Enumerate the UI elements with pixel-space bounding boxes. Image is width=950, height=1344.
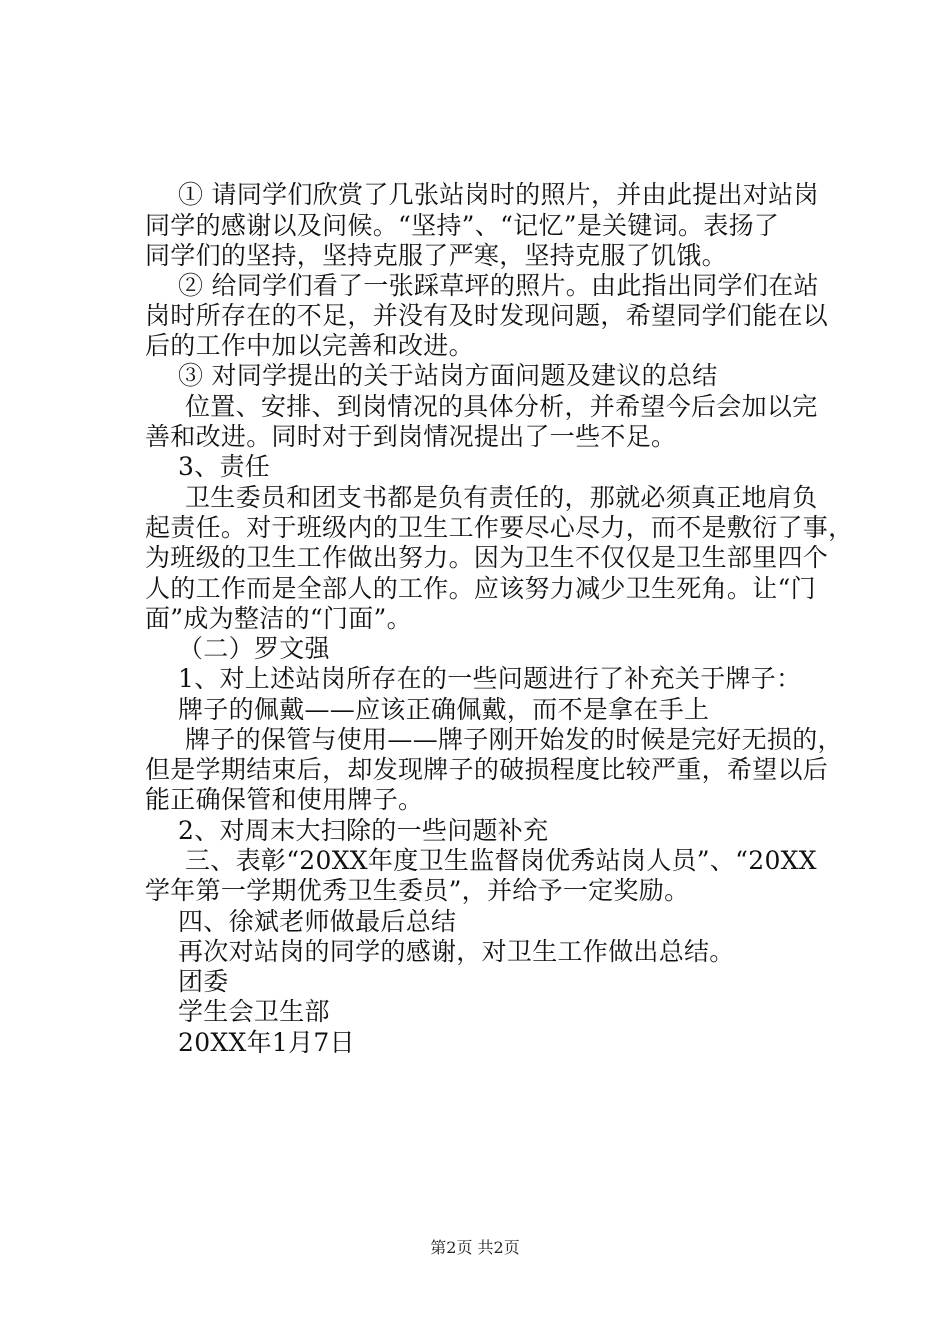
text-line-3: 同学们的坚持，坚持克服了严寒，坚持克服了饥饿。 [145, 241, 727, 270]
text-line-4: ② 给同学们看了一张踩草坪的照片。由此指出同学们在站 [178, 271, 819, 300]
text-line-25: 四、徐斌老师做最后总结 [178, 907, 457, 936]
text-line-29: 20XX年1月7日 [178, 1028, 355, 1057]
text-line-22: 2、对周末大扫除的一些问题补充 [178, 816, 549, 845]
text-line-7: ③ 对同学提出的关于站岗方面问题及建议的总结 [178, 361, 718, 390]
text-line-10: 3、责任 [178, 452, 271, 481]
text-line-14: 人的工作而是全部人的工作。应该努力减少卫生死角。让“门 [145, 574, 816, 603]
text-line-6: 后的工作中加以完善和改进。 [145, 331, 474, 360]
text-line-5: 岗时所存在的不足，并没有及时发现问题，希望同学们能在以 [145, 301, 829, 330]
text-line-2: 同学的感谢以及问候。“坚持”、“记忆”是关键词。表扬了 [145, 211, 780, 240]
text-line-21: 能正确保管和使用牌子。 [145, 785, 424, 814]
text-line-1: ① 请同学们欣赏了几张站岗时的照片，并由此提出对站岗 [178, 180, 819, 209]
text-line-15: 面”成为整洁的“门面”。 [145, 604, 412, 633]
text-line-26: 再次对站岗的同学的感谢，对卫生工作做出总结。 [178, 937, 735, 966]
text-line-23: 三、表彰“20XX年度卫生监督岗优秀站岗人员”、“20XX [185, 846, 817, 875]
text-line-20: 但是学期结束后，却发现牌子的破损程度比较严重，希望以后 [145, 755, 829, 784]
text-line-28: 学生会卫生部 [178, 997, 330, 1026]
text-line-17: 1、对上述站岗所存在的一些问题进行了补充关于牌子： [178, 664, 802, 693]
text-line-24: 学年第一学期优秀卫生委员”，并给予一定奖励。 [145, 876, 690, 905]
text-line-18: 牌子的佩戴——应该正确佩戴，而不是拿在手上 [178, 695, 710, 724]
text-line-19: 牌子的保管与使用——牌子刚开始发的时候是完好无损的， [185, 725, 843, 754]
text-line-8: 位置、安排、到岗情况的具体分析，并希望今后会加以完 [185, 392, 818, 421]
text-line-27: 团委 [178, 967, 229, 996]
text-line-16: （二）罗文强 [178, 634, 330, 663]
text-line-11: 卫生委员和团支书都是负有责任的，那就必须真正地肩负 [185, 483, 818, 512]
text-line-9: 善和改进。同时对于到岗情况提出了一些不足。 [145, 422, 677, 451]
text-line-12: 起责任。对于班级内的卫生工作要尽心尽力，而不是敷衍了事， [145, 513, 854, 542]
page-number-footer: 第2页 共2页 [430, 1238, 520, 1257]
text-line-13: 为班级的卫生工作做出努力。因为卫生不仅仅是卫生部里四个 [145, 543, 829, 572]
